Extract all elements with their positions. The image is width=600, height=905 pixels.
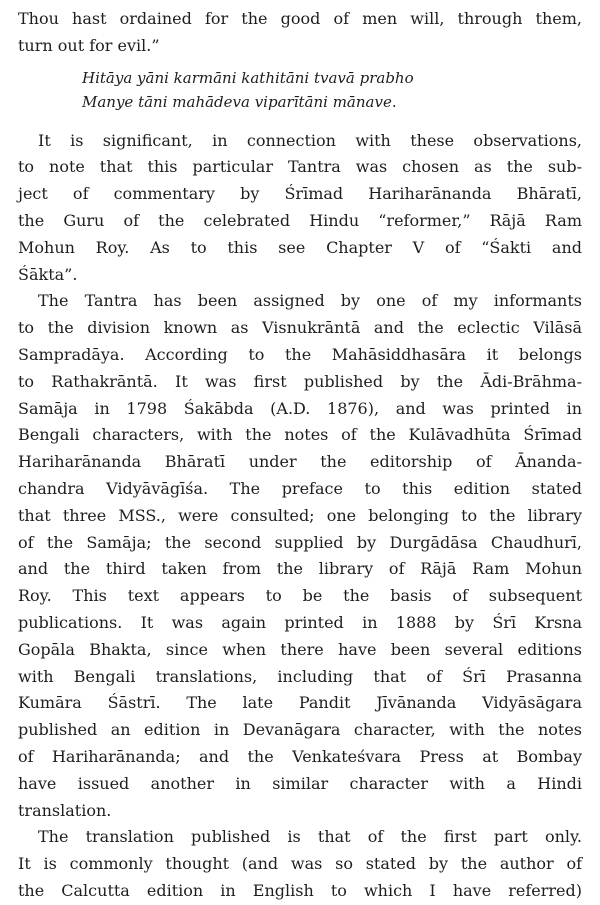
text-line: Kumāra Śāstrī. The late Pandit Jīvānanda Vidyāsāgara (18, 693, 582, 713)
text-line: chandra Vidyāvāgīśa. The preface to this edition stated (18, 478, 582, 498)
text-line: to the division known as Visnukrāntā and the eclectic Vilāsā (18, 318, 582, 338)
text-line: the Calcutta edition in English to which I have referred) (18, 880, 582, 900)
text-line: Samāja in 1798 Śakābda (A.D. 1876), and was printed in (18, 398, 582, 418)
text-line: publications. It was again printed in 1888 by Śrī Krsna (18, 612, 582, 632)
text-line: turn out for evil.” (18, 35, 160, 55)
sanskrit-verse (18, 66, 582, 114)
text-line: The translation published is that of the first part only. (38, 827, 582, 847)
verse-line: Manye tāni mahādeva viparītāni mānave. (82, 92, 397, 111)
text-line: of Hariharānanda; and the Venkateśvara Press at Bombay (18, 746, 582, 766)
text-line: have issued another in similar character with a Hindi (18, 773, 582, 793)
text-line: to Rathakrāntā. It was first published by the Ādi-Brāhma- (18, 371, 582, 391)
paragraph-3 (18, 288, 582, 824)
text-line: It is significant, in connection with these observations, (38, 130, 582, 150)
text-line: ject of commentary by Śrīmad Hariharānanda Bhāratī, (18, 184, 582, 204)
paragraph-4 (18, 824, 582, 904)
text-line: Śākta”. (18, 264, 78, 284)
text-line: the Guru of the celebrated Hindu “reformer,” Rājā Ram (18, 210, 582, 230)
text-line: published an edition in Devanāgara character, with the notes (18, 720, 582, 740)
text-line: to note that this particular Tantra was chosen as the sub- (18, 157, 582, 177)
text-line: Roy. This text appears to be the basis of subsequent (18, 586, 582, 606)
text-line: Gopāla Bhakta, since when there have been several editions (18, 639, 582, 659)
text-line: with Bengali translations, including that of Śrī Prasanna (18, 666, 582, 686)
text-line: and the third taken from the library of Rājā Ram Mohun (18, 559, 582, 579)
text-line: translation. (18, 800, 112, 820)
text-line: It is commonly thought (and was so stated by the author of (18, 854, 582, 874)
text-line: Thou hast ordained for the good of men will, through them, (18, 9, 582, 28)
text-line: Hariharānanda Bhāratī under the editorship of Ānanda- (18, 452, 582, 472)
paragraph-2 (18, 128, 582, 289)
text-line: of the Samāja; the second supplied by Durgādāsa Chaudhurī, (18, 532, 582, 552)
text-line: Mohun Roy. As to this see Chapter V of “Śakti and (18, 237, 582, 257)
paragraph-1 (18, 6, 582, 60)
text-line: Sampradāya. According to the Mahāsiddhasāra it belongs (18, 344, 582, 364)
verse-line: Hitāya yāni karmāni kathitāni tvavā prabho (82, 68, 414, 87)
text-line: Bengali characters, with the notes of the Kulāvadhūta Śrīmad (18, 425, 582, 445)
text-line: that three MSS., were consulted; one belonging to the library (18, 505, 582, 525)
page-body (18, 6, 582, 905)
text-line: The Tantra has been assigned by one of my informants (38, 291, 582, 311)
